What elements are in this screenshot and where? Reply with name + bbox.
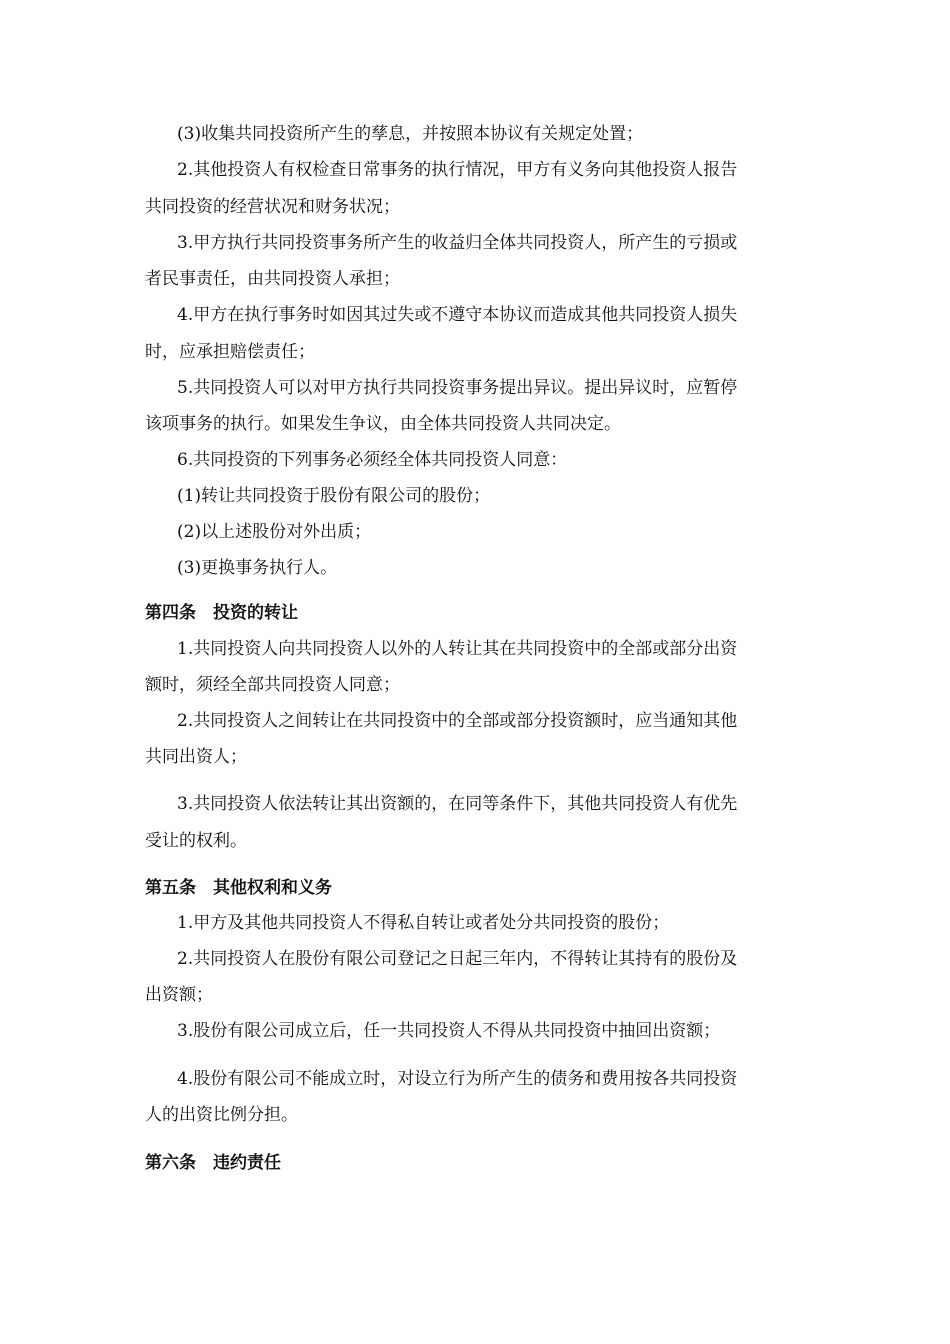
paragraph-line: (3)收集共同投资所产生的孳息，并按照本协议有关规定处置； bbox=[177, 124, 644, 144]
paragraph-line: 4.甲方在执行事务时如因其过失或不遵守本协议而造成其他共同投资人损失 bbox=[177, 305, 738, 325]
paragraph-line: 5.共同投资人可以对甲方执行共同投资事务提出异议。提出异议时，应暂停 bbox=[177, 378, 738, 398]
paragraph-line: 共同出资人； bbox=[145, 747, 247, 767]
paragraph-line: 2.共同投资人在股份有限公司登记之日起三年内，不得转让其持有的股份及 bbox=[177, 949, 738, 969]
paragraph-line: 1.共同投资人向共同投资人以外的人转让其在共同投资中的全部或部分出资 bbox=[177, 639, 738, 659]
paragraph-line: (1)转让共同投资于股份有限公司的股份； bbox=[177, 486, 491, 506]
paragraph-line: 该项事务的执行。如果发生争议，由全体共同投资人共同决定。 bbox=[145, 414, 621, 434]
paragraph-line: 受让的权利。 bbox=[145, 831, 247, 851]
paragraph-line: (3)更换事务执行人。 bbox=[177, 558, 338, 578]
paragraph-line: (2)以上述股份对外出质； bbox=[177, 522, 372, 542]
section-heading: 第五条 其他权利和义务 bbox=[145, 878, 332, 898]
paragraph-line: 2.共同投资人之间转让在共同投资中的全部或部分投资额时，应当通知其他 bbox=[177, 711, 738, 731]
paragraph-line: 者民事责任，由共同投资人承担； bbox=[145, 269, 400, 289]
paragraph-line: 6.共同投资的下列事务必须经全体共同投资人同意： bbox=[177, 450, 568, 470]
paragraph-line: 额时，须经全部共同投资人同意； bbox=[145, 675, 400, 695]
paragraph-line: 3.共同投资人依法转让其出资额的，在同等条件下，其他共同投资人有优先 bbox=[177, 794, 738, 814]
paragraph-line: 3.甲方执行共同投资事务所产生的收益归全体共同投资人，所产生的亏损或 bbox=[177, 233, 738, 253]
paragraph-line: 共同投资的经营状况和财务状况； bbox=[145, 197, 400, 217]
paragraph-line: 3.股份有限公司成立后，任一共同投资人不得从共同投资中抽回出资额； bbox=[177, 1021, 721, 1041]
paragraph-line: 4.股份有限公司不能成立时，对设立行为所产生的债务和费用按各共同投资 bbox=[177, 1069, 738, 1089]
paragraph-line: 人的出资比例分担。 bbox=[145, 1105, 298, 1125]
paragraph-line: 出资额； bbox=[145, 985, 213, 1005]
section-heading: 第四条 投资的转让 bbox=[145, 603, 298, 623]
section-heading: 第六条 违约责任 bbox=[145, 1153, 281, 1173]
paragraph-line: 1.甲方及其他共同投资人不得私自转让或者处分共同投资的股份； bbox=[177, 913, 670, 933]
paragraph-line: 2.其他投资人有权检查日常事务的执行情况，甲方有义务向其他投资人报告 bbox=[177, 160, 738, 180]
paragraph-line: 时，应承担赔偿责任； bbox=[145, 342, 315, 362]
